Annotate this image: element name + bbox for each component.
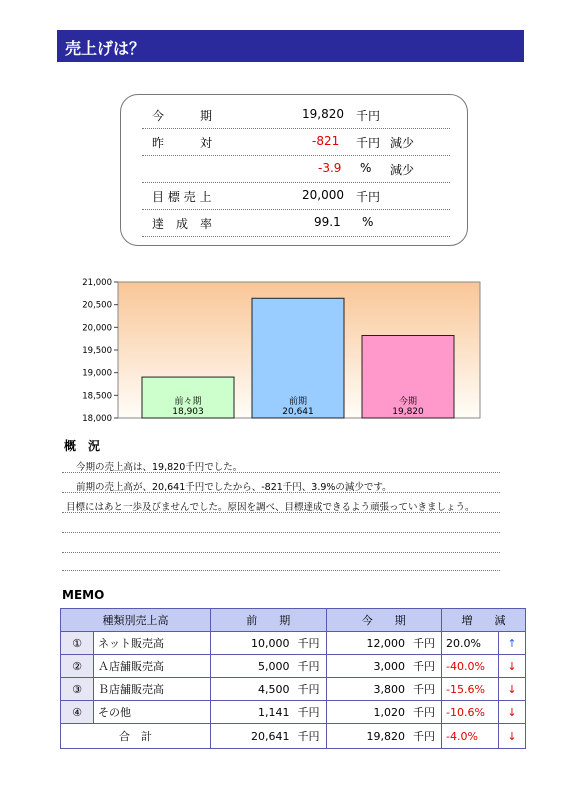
bar-category-label: 今期 (398, 397, 418, 407)
summary-value: -821 (312, 134, 340, 148)
header-curr: 今 期 (326, 609, 442, 632)
table-row (61, 678, 526, 701)
overview-heading: 概 況 (64, 439, 101, 453)
summary-value: 20,000 (302, 188, 344, 202)
row-number: ④ (61, 701, 94, 724)
table-header-row (61, 609, 526, 632)
summary-unit: 千円 (356, 190, 381, 204)
row-pct: -15.6% (442, 678, 499, 701)
overview-line: 目標にはあと一歩及びませんでした。原因を調べ、目標達成できるよう頑張っていきましょう。 (66, 502, 475, 513)
summary-label: 目 標 売 上 (152, 190, 212, 204)
total-pct: -4.0% (442, 724, 499, 749)
header-category: 種類別売上高 (61, 609, 211, 632)
row-pct: -40.0% (442, 655, 499, 678)
row-prev-unit: 千円 (294, 632, 327, 655)
total-prev-unit: 千円 (294, 724, 327, 749)
y-tick-label: 18,500 (82, 391, 112, 402)
overview-line: 前期の売上高が、20,641千円でしたから、-821千円、3.9%の減少です。 (76, 482, 392, 493)
summary-row-yoy-amount (142, 128, 450, 156)
summary-note: 減少 (390, 163, 415, 177)
summary-value: 99.1 (314, 215, 341, 229)
row-number: ③ (61, 678, 94, 701)
summary-label: 昨 対 (152, 136, 213, 150)
total-curr: 19,820 (326, 724, 409, 749)
row-prev-unit: 千円 (294, 655, 327, 678)
guide-line (62, 532, 500, 533)
row-curr-unit: 千円 (409, 701, 442, 724)
summary-row-current (142, 101, 450, 129)
down-arrow-icon: ↓ (499, 678, 526, 701)
row-prev-unit: 千円 (294, 701, 327, 724)
row-curr: 12,000 (326, 632, 409, 655)
bar-value-label: 19,820 (392, 407, 424, 417)
row-number: ① (61, 632, 94, 655)
summary-row-achievement (142, 209, 450, 237)
row-name: ネット販売高 (94, 632, 211, 655)
table-row (61, 701, 526, 724)
summary-row-yoy-pct (142, 155, 450, 183)
row-curr: 3,800 (326, 678, 409, 701)
row-curr: 3,000 (326, 655, 409, 678)
chart-svg (60, 272, 500, 424)
y-tick-label: 21,000 (82, 278, 112, 288)
row-curr-unit: 千円 (409, 678, 442, 701)
header-prev: 前 期 (211, 609, 327, 632)
down-arrow-icon: ↓ (499, 701, 526, 724)
row-curr: 1,020 (326, 701, 409, 724)
sales-breakdown-table (60, 608, 526, 749)
total-prev: 20,641 (211, 724, 294, 749)
bar-value-label: 20,641 (282, 407, 314, 417)
row-pct: 20.0% (442, 632, 499, 655)
table-row (61, 632, 526, 655)
row-curr-unit: 千円 (409, 632, 442, 655)
y-tick-label: 18,000 (82, 414, 112, 424)
y-tick-label: 20,500 (82, 300, 112, 311)
summary-label: 今 期 (152, 109, 213, 123)
bar-value-label: 18,903 (172, 407, 204, 417)
summary-unit: 千円 (356, 136, 381, 150)
row-prev: 10,000 (211, 632, 294, 655)
summary-unit: 千円 (356, 109, 381, 123)
y-tick-label: 19,500 (82, 346, 112, 356)
row-pct: -10.6% (442, 701, 499, 724)
summary-unit: % (360, 161, 372, 175)
y-tick-label: 19,000 (82, 368, 112, 379)
bar-category-label: 前期 (288, 397, 308, 407)
table-row (61, 655, 526, 678)
bar-category-label: 前々期 (174, 397, 202, 407)
guide-line (62, 570, 500, 571)
y-tick-label: 20,000 (82, 323, 112, 334)
summary-value: 19,820 (302, 107, 344, 121)
guide-line (62, 552, 500, 553)
summary-value: -3.9 (318, 161, 342, 175)
row-curr-unit: 千円 (409, 655, 442, 678)
page-title: 売上げは？ (65, 39, 146, 58)
header-change: 増 減 (442, 609, 526, 632)
row-number: ② (61, 655, 94, 678)
title-bar (57, 30, 524, 62)
summary-unit: % (362, 215, 374, 229)
row-name: その他 (94, 701, 211, 724)
overview-line: 今期の売上高は、19,820千円でした。 (76, 462, 243, 473)
summary-label: 達 成 率 (152, 217, 213, 231)
total-curr-unit: 千円 (409, 724, 442, 749)
row-prev: 4,500 (211, 678, 294, 701)
row-prev: 1,141 (211, 701, 294, 724)
down-arrow-icon: ↓ (499, 724, 526, 749)
up-arrow-icon: ↑ (499, 632, 526, 655)
row-name: Ｂ店舗販売高 (94, 678, 211, 701)
total-label: 合 計 (61, 724, 211, 749)
summary-note: 減少 (390, 136, 415, 150)
summary-row-target (142, 182, 450, 210)
sales-bar-chart (60, 272, 500, 424)
row-prev: 5,000 (211, 655, 294, 678)
row-name: Ａ店舗販売高 (94, 655, 211, 678)
memo-heading: MEMO (62, 588, 105, 602)
down-arrow-icon: ↓ (499, 655, 526, 678)
table-total-row (61, 724, 526, 749)
row-prev-unit: 千円 (294, 678, 327, 701)
